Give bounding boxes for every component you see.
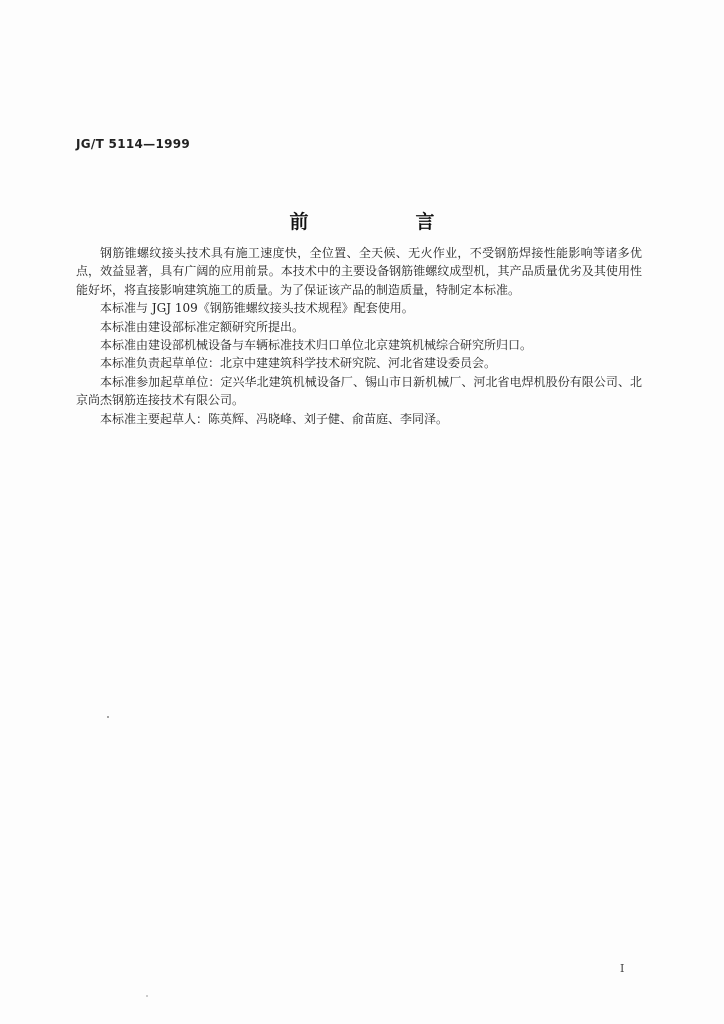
- paragraph-lead-drafters: 本标准负责起草单位：北京中建建筑科学技术研究院、河北省建设委员会。: [100, 356, 497, 371]
- paragraph-participating-drafters: 本标准参加起草单位：定兴华北建筑机械设备厂、锡山市日新机械厂、河北省电焊机股份有限公司、北京尚杰钢筋连接技术有限公司。: [76, 374, 642, 408]
- paragraph-intro: 钢筋锥螺纹接头技术具有施工速度快，全位置、全天候、无火作业，不受钢筋焊接性能影响等诸多优点，效益显著，具有广阔的应用前景。本技术中的主要设备钢筋锥螺纹成型机，其产品质量优劣及其使用性能好坏，将直接影响建筑施工的质量。为了保证该产品的制造质量，特制定本标准。: [76, 246, 642, 297]
- paragraph-management: 本标准由建设部机械设备与车辆标准技术归口单位北京建筑机械综合研究所归口。: [100, 338, 533, 353]
- paragraph-proposer: 本标准由建设部标准定额研究所提出。: [100, 319, 305, 334]
- standard-code: JG/T 5114—1999: [76, 137, 191, 151]
- paragraph-usage: 本标准与 JGJ 109《钢筋锥螺纹接头技术规程》配套使用。: [100, 301, 414, 316]
- foreword-body: [76, 244, 642, 428]
- paragraph-main-drafters: 本标准主要起草人：陈英辉、冯晓峰、刘子健、俞苗庭、李同泽。: [100, 411, 449, 426]
- scan-speck: [107, 716, 109, 718]
- scan-speck: [146, 995, 148, 997]
- page-number: I: [620, 962, 625, 975]
- page-title: 前 言: [289, 211, 479, 233]
